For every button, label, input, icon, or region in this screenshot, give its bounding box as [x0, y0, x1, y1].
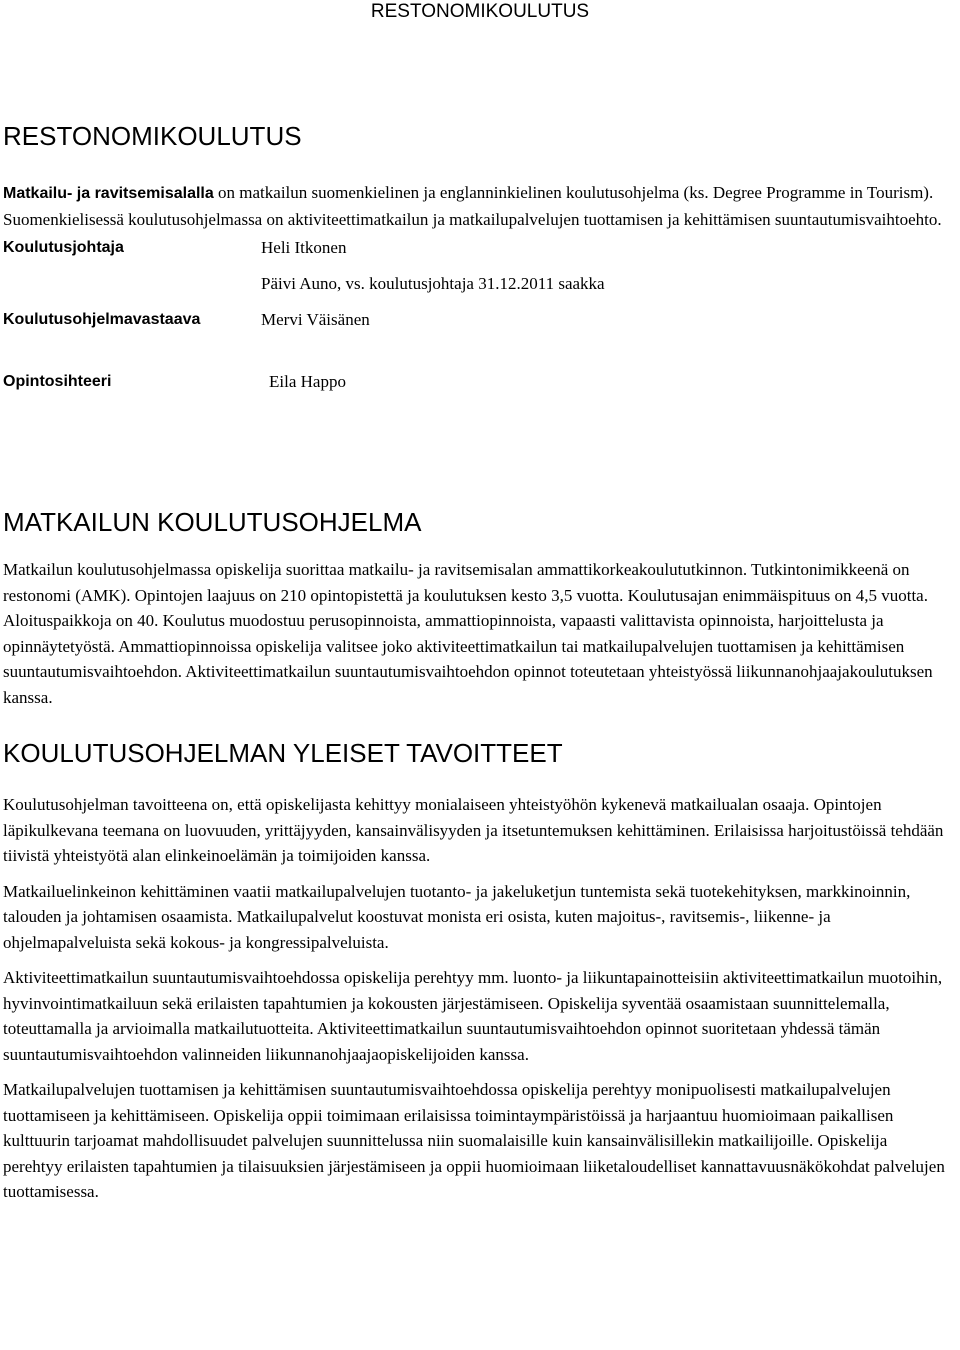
- contact-row-secretary: [3, 369, 948, 405]
- goals-paragraph-2: Matkailuelinkeinon kehittäminen vaatii matkailupalvelujen tuotanto- ja jakeluketjun tuntemista sekä tuotekehityksen, markkinoinnin, talouden ja johtamisen osaamista. Matkailupalvelut koostuvat monista eri osista, kuten majoitus-, ravitsemis-, liikenne- ja ohjelmapalveluista sekä kokous- ja kongressipalveluista.: [3, 881, 911, 952]
- program-paragraph: Matkailun koulutusohjelmassa opiskelija suorittaa matkailu- ja ravitsemisalan ammattikorkeakoulututkinnon. Tutkintonimikkeenä on restonomi (AMK). Opintojen laajuus on 210 opintopistettä ja koulutuksen kesto 3,5 vuotta. Koulutusajan enimmäispituus on 4,5 vuotta. Aloituspaikkoja on 40. Koulutus muodostuu perusopinnoista, ammattiopinnoista, vapaasti valittavista opinnoista, harjoittelusta ja opinnäytetyöstä. Ammattiopinnoissa opiskelija valitsee joko aktiviteettimatkailun tai matkailupalvelujen tuottamisen ja kehittämisen suuntautumisvaihtoehdon. Aktiviteettimatkailun suuntautumisvaihtoehdon opinnot toteutetaan yhteistyössä liikunnanohjaajakoulutuksen kanssa.: [3, 560, 933, 707]
- program-manager-label: Koulutusohjelmavastaava: [3, 311, 201, 328]
- contacts-block: [3, 235, 948, 405]
- director-label: Koulutusjohtaja: [3, 239, 124, 256]
- goals-paragraph-3: Aktiviteettimatkailun suuntautumisvaihtoehdossa opiskelija perehtyy mm. luonto- ja liikuntapainotteisiin aktiviteettimatkailun muotoihin, hyvinvointimatkailuun sekä erilaisten tapahtumien ja kokousten järjestämiseen. Opiskelija syventää osaamistaan suunnittelemalla, toteuttamalla ja arvioimalla matkailutuotteita. Aktiviteettimatkailun suuntautumisvaihtoehdon opinnot suoritetaan yhdessä tämän suuntautumisvaihtoehdon valinneiden liikunnanohjaajaopiskelijoiden kanssa.: [3, 968, 943, 1064]
- intro-paragraph: [3, 180, 948, 233]
- secretary-name: Eila Happo: [269, 372, 346, 391]
- program-heading: MATKAILUN KOULUTUSOHJELMA: [3, 507, 422, 537]
- document-content: [3, 118, 948, 1205]
- contact-row-director: [3, 235, 948, 307]
- goals-paragraph-4: Matkailupalvelujen tuottamisen ja kehittämisen suuntautumisvaihtoehdossa opiskelija perehtyy monipuolisesti matkailupalvelujen tuottamiseen ja kehittämiseen. Opiskelija oppii toimimaan erilaisissa toimintaympäristöissä ja harjaantuu huomioimaan paikallisen kulttuurin tarjoamat mahdollisuudet palvelujen suunnittelussa niin suomalaisille kuin kansainvälisillekin matkailijoille. Opiskelija perehtyy erilaisten tapahtumien ja tilaisuuksien järjestämiseen ja oppii huomioimaan liiketaloudelliset kannattavuusnäkökohdat palvelujen tuottamisessa.: [3, 1080, 945, 1201]
- goals-paragraph-1: Koulutusohjelman tavoitteena on, että opiskelijasta kehittyy monialaiseen yhteistyöhön kykenevä matkailualan osaaja. Opintojen läpikulkevana teemana on luovuuden, yrittäjyyden, kansainvälisyyden ja itsetuntemuksen kehittäminen. Erilaisissa harjoitustöissä tehdään tiivistä yhteistyötä alan elinkeinoelämän ja toimijoiden kanssa.: [3, 795, 944, 865]
- director-note: Päivi Auno, vs. koulutusjohtaja 31.12.2011 saakka: [261, 274, 605, 293]
- contact-row-program-manager: [3, 307, 948, 343]
- running-header: RESTONOMIKOULUTUS: [370, 1, 590, 22]
- page-title: RESTONOMIKOULUTUS: [3, 121, 302, 151]
- director-values: [261, 235, 948, 307]
- secretary-label: Opintosihteeri: [3, 373, 112, 390]
- program-manager-values: [261, 307, 948, 343]
- goals-heading: KOULUTUSOHJELMAN YLEISET TAVOITTEET: [3, 738, 563, 768]
- intro-text: on matkailun suomenkielinen ja englanninkielinen koulutusohjelma (ks. Degree Programme in Tourism). Suomenkielisessä koulutusohjelmassa on aktiviteettimatkailun ja matkailupalvelujen tuottamisen ja kehittämisen suuntautumisvaihtoehto.: [3, 183, 942, 229]
- secretary-values: [261, 369, 948, 405]
- intro-bold-lead: Matkailu- ja ravitsemisalalla: [3, 185, 214, 202]
- program-manager-name: Mervi Väisänen: [261, 310, 370, 329]
- director-name: Heli Itkonen: [261, 238, 347, 257]
